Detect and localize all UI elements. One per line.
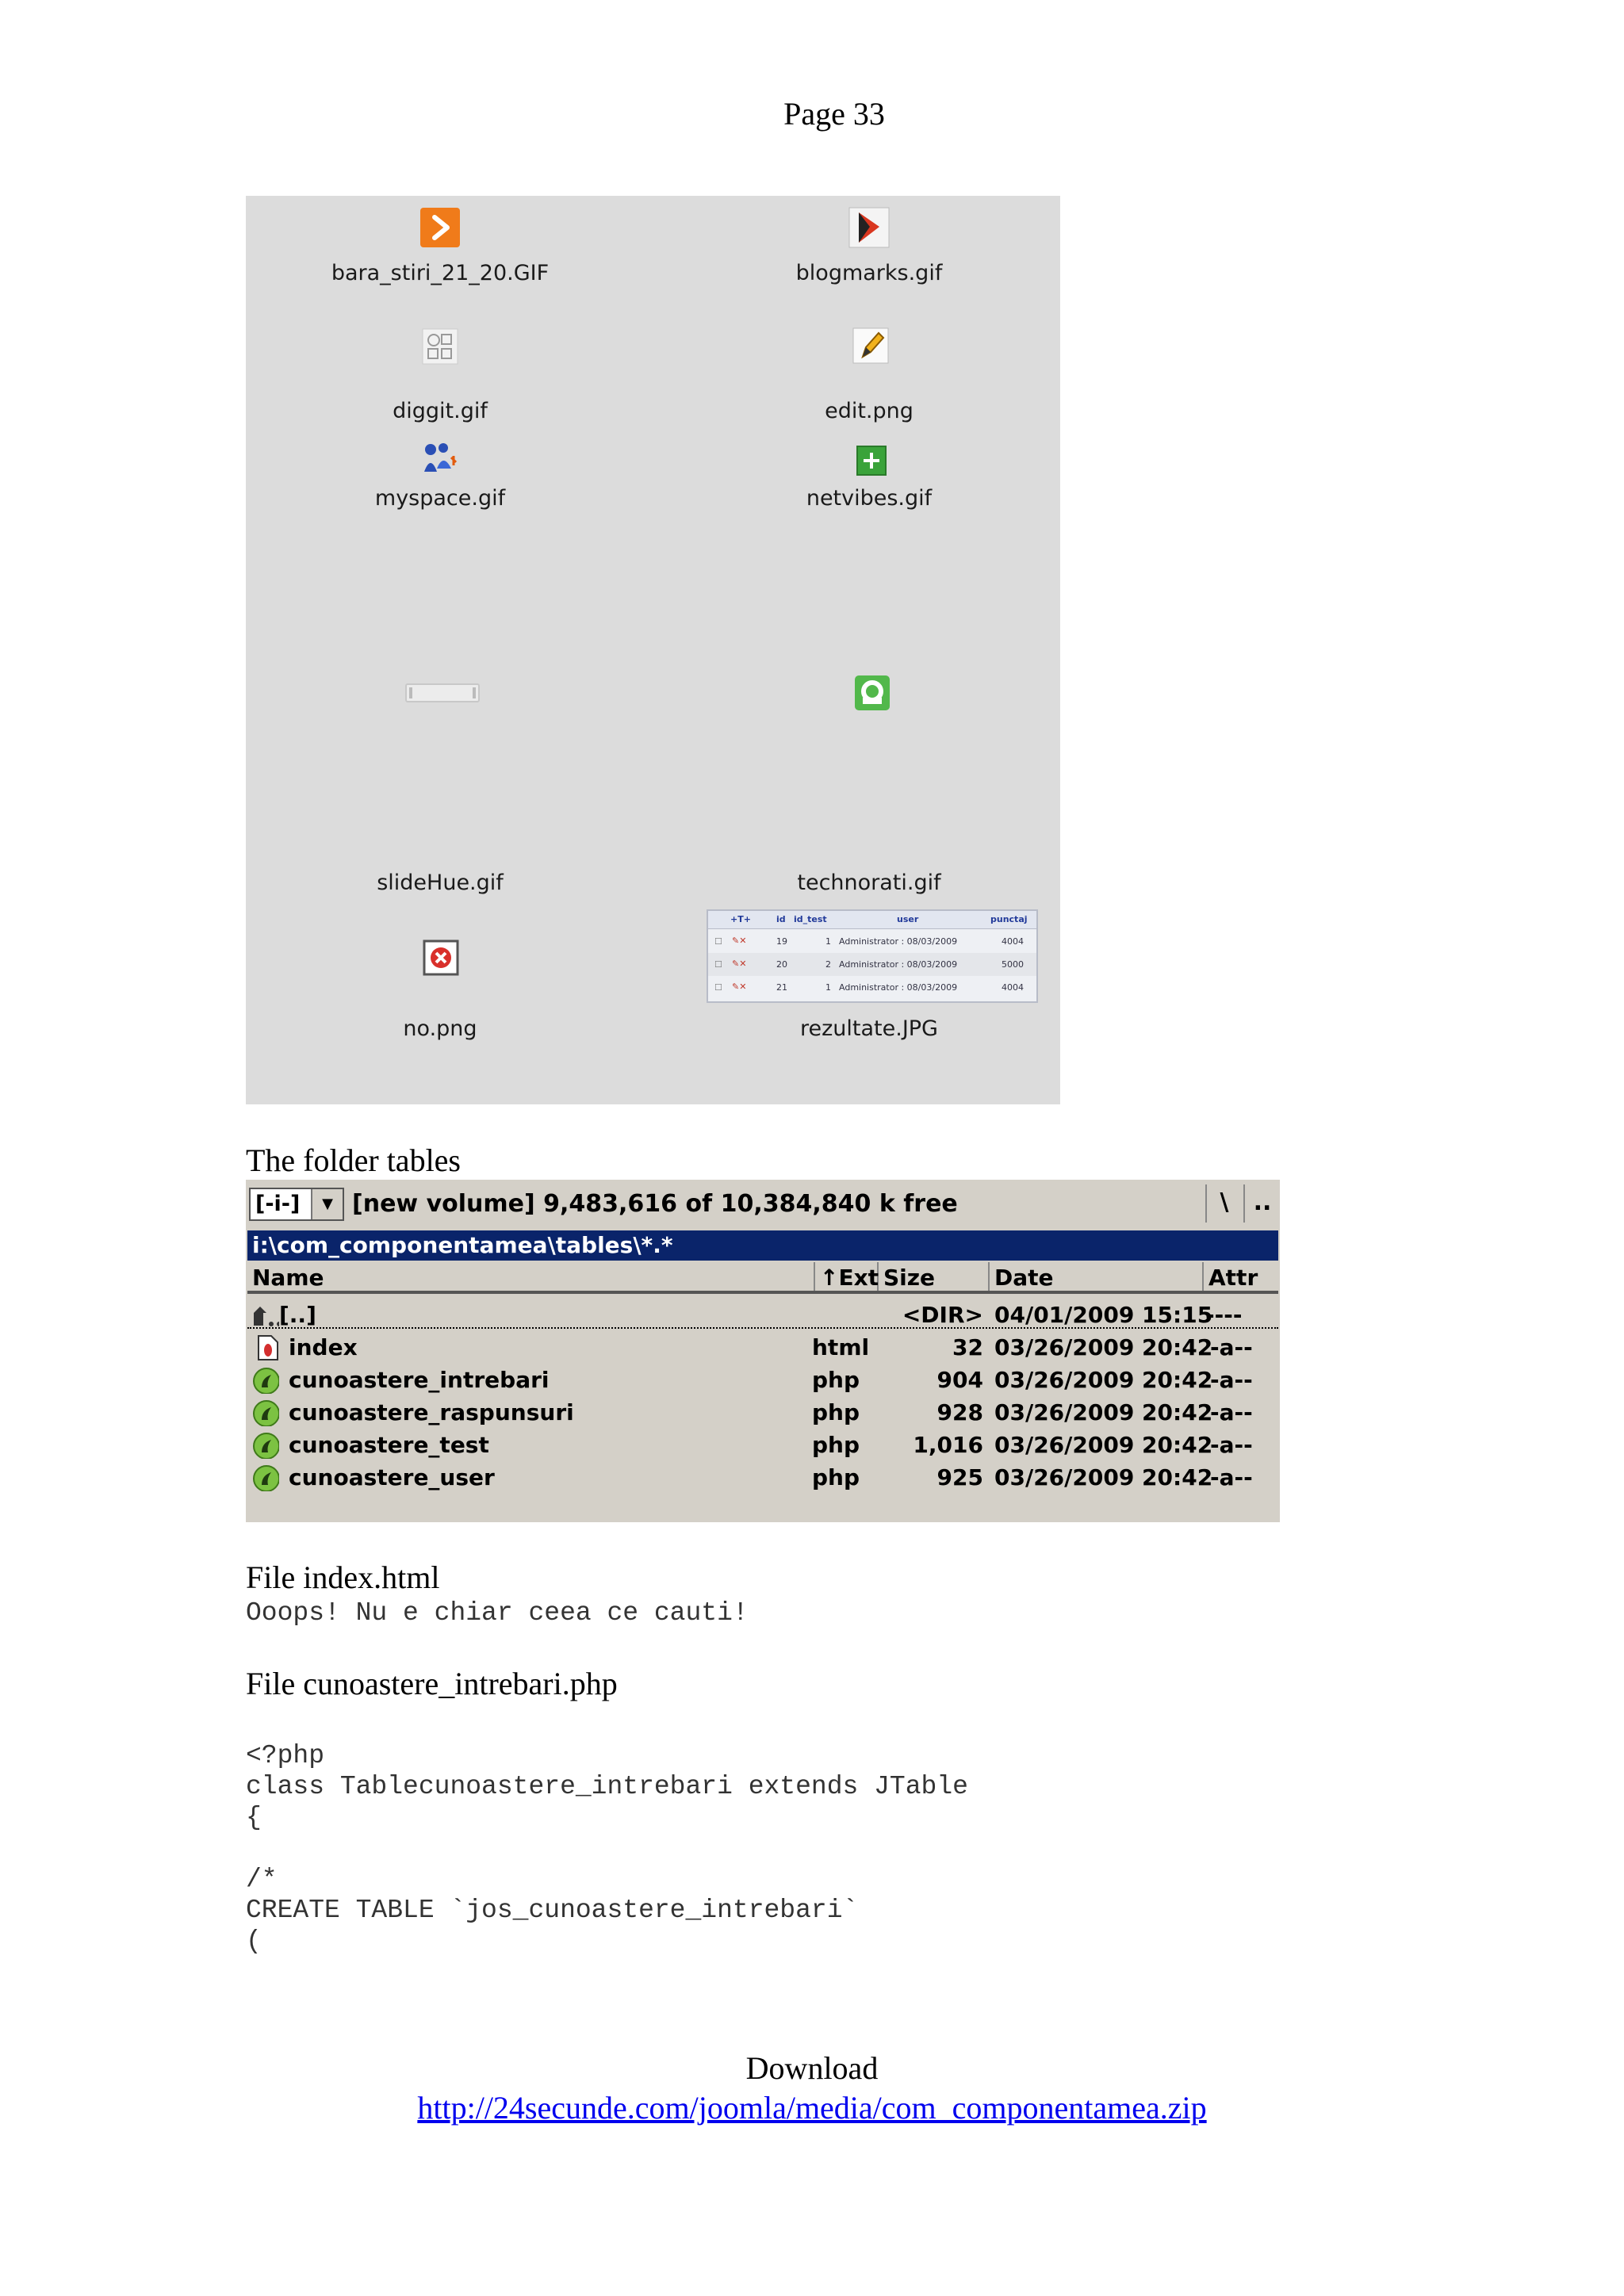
drive-bar bbox=[246, 1180, 1280, 1227]
thumb-row: ☐ ✎✕ 20 2 Administrator : 08/03/2009 5000 bbox=[708, 953, 1036, 976]
col-attr[interactable]: Attr bbox=[1208, 1265, 1258, 1291]
netvibes-plus-icon bbox=[856, 445, 887, 476]
file-row-parent[interactable]: [..] <DIR> 04/01/2009 15:15 ---- bbox=[247, 1299, 1278, 1331]
icon-label-slidehue: slideHue.gif bbox=[377, 871, 504, 895]
thumb-header-user: user bbox=[897, 914, 919, 924]
results-table-thumbnail: +T+ id id_test user punctaj ☐ ✎✕ 19 1 Administrator : 08/03/2009 4004 ☐ ✎✕ 20 2 Administrator : 08/03/2009 5000 ☐ ✎✕ 21 1 Administrator : 08/03/2009 4004 bbox=[707, 909, 1038, 1003]
php-file-icon bbox=[252, 1399, 279, 1426]
drive-select-value: [-i-] bbox=[255, 1192, 301, 1216]
file-row-intrebari[interactable]: cunoastere_intrebari php 904 03/26/2009 20:42 -a-- bbox=[247, 1364, 1278, 1396]
php-heading: File cunoastere_intrebari.php bbox=[246, 1666, 618, 1701]
file-row-user[interactable]: cunoastere_user php 925 03/26/2009 20:42 -a-- bbox=[247, 1461, 1278, 1494]
icon-label-rezultate: rezultate.JPG bbox=[800, 1016, 938, 1041]
index-heading: File index.html bbox=[246, 1559, 440, 1595]
thumb-header-idtest: id_test bbox=[794, 914, 827, 924]
download-link-wrap bbox=[0, 2089, 1624, 2126]
thumb-row: ☐ ✎✕ 21 1 Administrator : 08/03/2009 4004 bbox=[714, 982, 1024, 993]
edit-pencil-icon bbox=[850, 325, 891, 366]
icon-label-diggit: diggit.gif bbox=[393, 399, 488, 423]
page-number: Page 33 bbox=[783, 96, 885, 132]
parent-dir-button[interactable]: .. bbox=[1243, 1184, 1280, 1223]
file-row-test[interactable]: cunoastere_test php 1,016 03/26/2009 20:42 -a-- bbox=[247, 1429, 1278, 1461]
col-name[interactable]: Name bbox=[247, 1262, 815, 1291]
html-file-icon bbox=[257, 1334, 284, 1361]
no-icon bbox=[423, 939, 459, 976]
folder-up-icon bbox=[252, 1302, 279, 1329]
icon-label-no: no.png bbox=[403, 1016, 477, 1041]
icon-label-edit: edit.png bbox=[825, 399, 914, 423]
icon-label-netvibes: netvibes.gif bbox=[806, 486, 933, 511]
blogmarks-icon bbox=[848, 206, 891, 249]
file-list bbox=[247, 1299, 1278, 1522]
root-dir-button[interactable]: \ bbox=[1205, 1184, 1242, 1223]
php-file-icon bbox=[252, 1464, 279, 1491]
technorati-icon bbox=[853, 674, 891, 712]
col-date[interactable]: Date bbox=[990, 1262, 1204, 1291]
column-headers bbox=[247, 1262, 1278, 1294]
download-label: Download bbox=[745, 2050, 879, 2086]
thumb-header-id: id bbox=[776, 914, 786, 924]
php-file-icon bbox=[252, 1432, 279, 1459]
php-code: <?php class Tablecunoastere_intrebari extends JTable { /* CREATE TABLE `jos_cunoastere_intrebari` ( bbox=[246, 1741, 968, 1956]
download-link[interactable]: http://24secunde.com/joomla/media/com_componentamea.zip bbox=[417, 2090, 1207, 2126]
myspace-icon bbox=[421, 440, 459, 475]
col-ext[interactable]: ↑Ext bbox=[815, 1262, 879, 1291]
orange-arrow-icon bbox=[419, 206, 462, 249]
drive-select[interactable] bbox=[249, 1188, 344, 1221]
thumb-header-punctaj: punctaj bbox=[990, 914, 1028, 924]
icon-thumbnail-panel bbox=[246, 196, 1060, 1104]
file-manager-panel bbox=[246, 1180, 1280, 1522]
icon-label-myspace: myspace.gif bbox=[374, 486, 506, 511]
icon-label-bara: bara_stiri_21_20.GIF bbox=[331, 261, 550, 285]
diggit-icon bbox=[421, 327, 459, 365]
php-file-icon bbox=[252, 1367, 279, 1394]
folder-heading: The folder tables bbox=[246, 1142, 461, 1178]
chevron-down-icon[interactable]: ▼ bbox=[311, 1189, 343, 1219]
index-code: Ooops! Nu e chiar ceea ce cauti! bbox=[246, 1598, 749, 1628]
file-row-raspunsuri[interactable]: cunoastere_raspunsuri php 928 03/26/2009 20:42 -a-- bbox=[247, 1396, 1278, 1429]
icon-label-blogmarks: blogmarks.gif bbox=[795, 261, 943, 285]
thumb-row: ☐ ✎✕ 19 1 Administrator : 08/03/2009 4004 bbox=[714, 936, 1024, 947]
slide-bar-icon bbox=[404, 679, 481, 706]
col-size[interactable]: Size bbox=[879, 1262, 990, 1291]
file-row-index[interactable]: index html 32 03/26/2009 20:42 -a-- bbox=[247, 1331, 1278, 1364]
current-path: i:\com_componentamea\tables\*.* bbox=[247, 1230, 1278, 1261]
icon-label-technorati: technorati.gif bbox=[797, 871, 941, 895]
volume-info: [new volume] 9,483,616 of 10,384,840 k free bbox=[352, 1190, 958, 1218]
